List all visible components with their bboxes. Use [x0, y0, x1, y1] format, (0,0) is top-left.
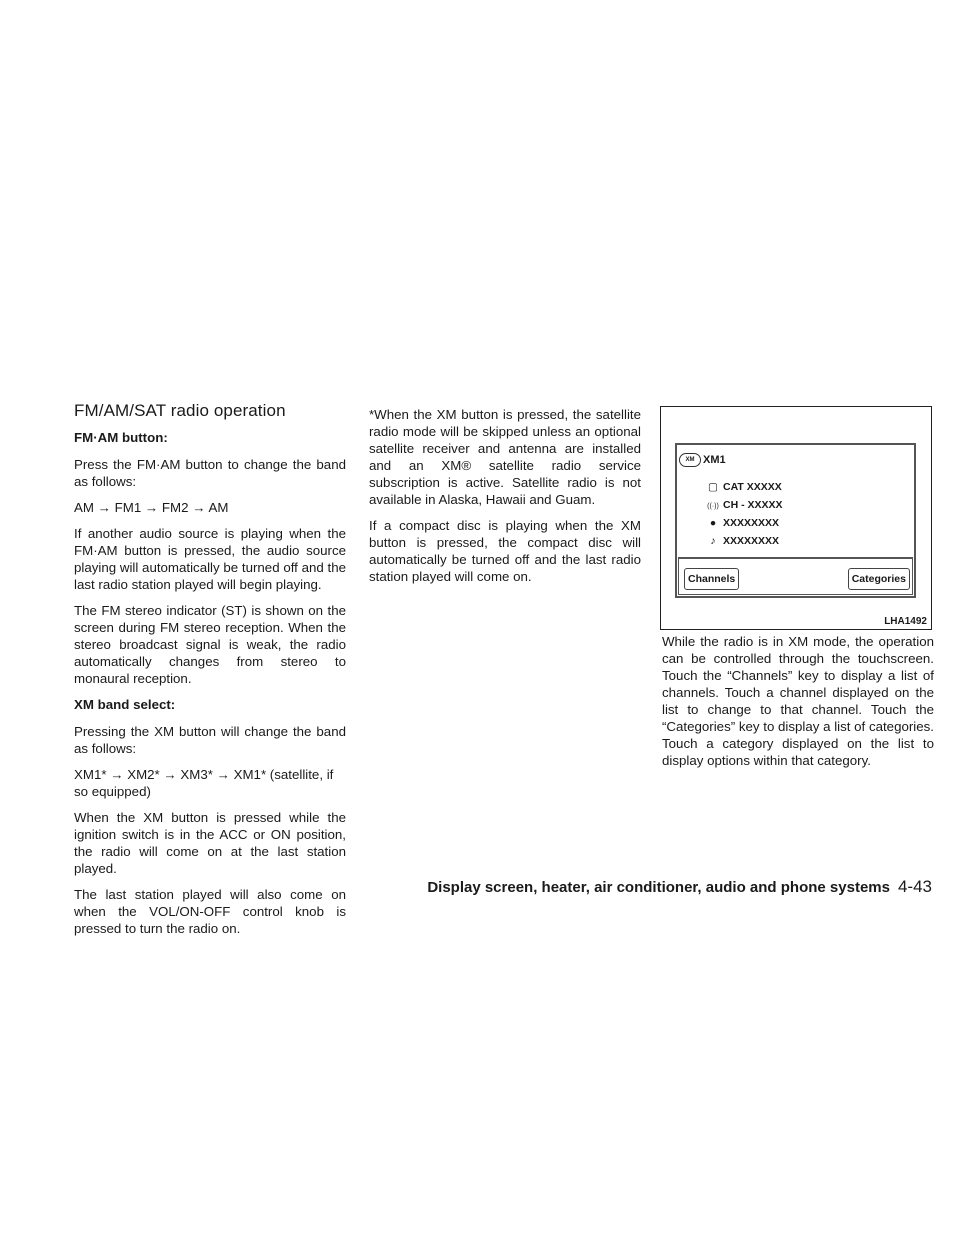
fm-am-heading: FM·AM button:	[74, 430, 168, 445]
xm-band-paragraph-2: When the XM button is pressed while the ignition switch is in the ACC or ON position, the radio will come on at the last station played.	[74, 810, 346, 876]
xm-band-sequence: XM1* → XM2* → XM3* → XM1* (satellite, if so equipped)	[74, 767, 334, 799]
category-text: CAT XXXXX	[723, 481, 782, 493]
music-note-icon: ♪	[710, 535, 716, 547]
channel-text: CH - XXXXX	[723, 499, 783, 511]
xm-band-paragraph-3: The last station played will also come on when the VOL/ON-OFF control knob is pressed to turn the radio on.	[74, 887, 346, 936]
xm-mode-paragraph: While the radio is in XM mode, the operation can be controlled through the touchscreen. Touch the “Channels” key to display a list of channels. Touch a channel displayed on the list to change to that channel. Touch the “Categories” key to display a list of categories. Touch a category displayed on the list to display options within that category.	[662, 634, 934, 768]
chapter-title: Display screen, heater, air conditioner, audio and phone systems	[427, 879, 890, 896]
song-text: XXXXXXXX	[723, 535, 780, 547]
column-left	[74, 402, 346, 946]
section-title: FM/AM/SAT radio operation	[74, 401, 286, 420]
band-title: XM1	[703, 454, 726, 466]
xm-band-heading: XM band select:	[74, 697, 176, 712]
category-row	[706, 481, 782, 493]
page-footer	[427, 877, 932, 897]
person-icon: ●	[709, 517, 717, 529]
song-row	[706, 535, 779, 547]
column-right	[662, 633, 934, 778]
channel-row	[706, 499, 783, 511]
fm-am-paragraph-3: The FM stereo indicator (ST) is shown on the screen during FM stereo reception. When the stereo broadcast signal is weak, the radio automatically changes from stereo to monaural reception.	[74, 603, 346, 686]
artist-row	[706, 517, 779, 529]
folder-icon: ▢	[708, 481, 718, 493]
xm-band-paragraph-1: Pressing the XM button will change the band as follows:	[74, 724, 346, 756]
categories-button[interactable]: Categories	[848, 568, 910, 590]
fm-am-paragraph-2: If another audio source is playing when the FM·AM button is pressed, the audio source playing will automatically be turned off and the last radio station played will begin playing.	[74, 526, 346, 592]
column-middle	[369, 406, 641, 594]
satellite-note-paragraph: *When the XM button is pressed, the satellite radio mode will be skipped unless an optional satellite receiver and antenna are installed and an XM® satellite radio service subscription is active. Satellite radio is not available in Alaska, Hawaii and Guam.	[369, 407, 641, 507]
xm-screen-figure	[660, 406, 932, 630]
button-bar	[678, 557, 913, 595]
channels-button[interactable]: Channels	[684, 568, 739, 590]
artist-text: XXXXXXXX	[723, 517, 780, 529]
compact-disc-paragraph: If a compact disc is playing when the XM button is pressed, the compact disc will automatically be turned off and the last radio station played will come on.	[369, 518, 641, 584]
fm-am-sequence: AM → FM1 → FM2 → AM	[74, 500, 229, 515]
touchscreen-display	[675, 443, 916, 598]
signal-icon: ((·))	[707, 503, 719, 510]
fm-am-paragraph-1: Press the FM·AM button to change the band as follows:	[74, 457, 346, 489]
page-number: 4-43	[897, 877, 932, 896]
xm-logo-icon: XM	[679, 453, 701, 467]
figure-label: LHA1492	[884, 616, 927, 627]
